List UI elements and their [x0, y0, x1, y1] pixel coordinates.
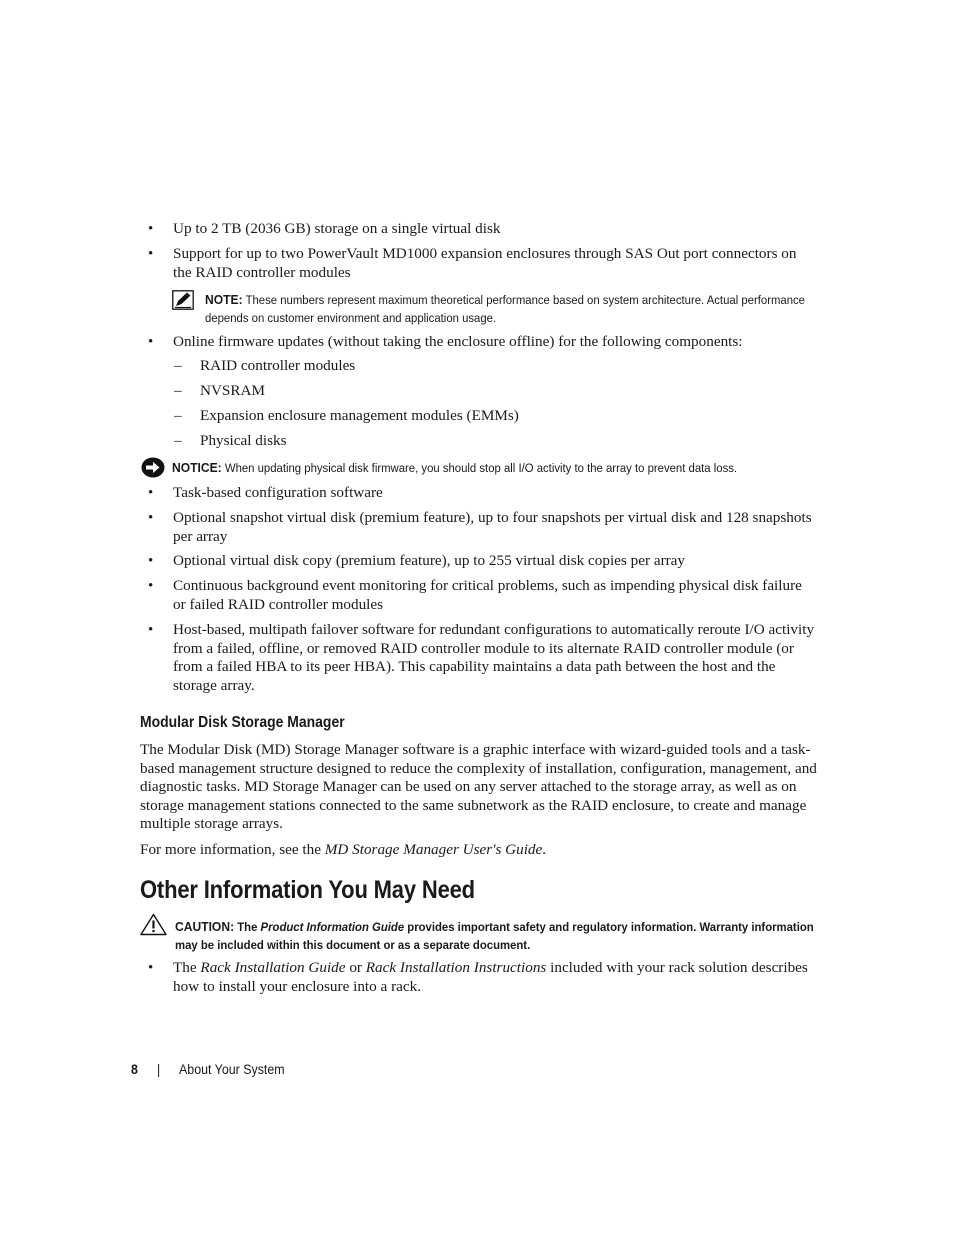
caution-label: CAUTION: [175, 919, 235, 934]
bullet-marker: • [148, 553, 154, 569]
more-info-suffix: . [542, 841, 547, 858]
caution-text-before: The [237, 920, 261, 934]
caution-triangle-icon [140, 913, 167, 936]
chapter-heading: Other Information You May Need [140, 876, 475, 904]
caution-text-after: provides important safety and regulatory information. Warranty information may be included within this document or as a separate document. [175, 920, 814, 952]
list-item: Support for up to two PowerVault MD1000 expansion enclosures through SAS Out port connectors on the RAID controller modules [173, 245, 797, 281]
bullet-marker: • [148, 578, 154, 594]
rack-guide-title: Rack Installation Guide [200, 959, 346, 976]
guide-title: MD Storage Manager User's Guide [324, 841, 543, 858]
footer-section: About Your System [179, 1062, 285, 1077]
bullet-marker: • [148, 246, 154, 262]
caution-block [175, 918, 817, 954]
note-block [205, 291, 814, 327]
notice-text: When updating physical disk firmware, you should stop all I/O activity to the array to prevent data loss. [224, 461, 738, 475]
rack-prefix: The [173, 959, 201, 976]
dash-marker: – [174, 432, 182, 449]
section-heading: Modular Disk Storage Manager [140, 714, 345, 731]
rack-mid: or [345, 959, 366, 976]
note-icon-wrap [172, 290, 194, 315]
list-item: Continuous background event monitoring for critical problems, such as impending physical disk failure or failed RAID controller modules [173, 577, 802, 613]
note-pencil-icon [172, 290, 194, 310]
list-item: Host-based, multipath failover software for redundant configurations to automatically reroute I/O activity from a failed, offline, or removed RAID controller module to its alternate RAID controller module (or from a failed HBA to its peer HBA). This capability maintains a data path between the host and the storage array. [173, 621, 815, 694]
bullet-marker: • [148, 622, 154, 638]
note-label: NOTE: [205, 292, 243, 307]
list-item: Online firmware updates (without taking the enclosure offline) for the following components: [173, 333, 743, 350]
notice-icon-wrap [141, 457, 165, 483]
dash-marker: – [174, 382, 182, 399]
bullet-marker: • [148, 334, 154, 350]
rack-instructions-title: Rack Installation Instructions [365, 959, 547, 976]
note-text: These numbers represent maximum theoretical performance based on system architecture. Actual performance depends on customer environment and application usage. [205, 293, 805, 325]
list-item: Optional virtual disk copy (premium feature), up to 255 virtual disk copies per array [173, 552, 686, 569]
list-item: Optional snapshot virtual disk (premium feature), up to four snapshots per virtual disk and 128 snapshots per array [173, 509, 812, 545]
sub-list-item: RAID controller modules [200, 357, 356, 374]
more-info-paragraph [140, 841, 818, 860]
sub-list-item: NVSRAM [200, 382, 265, 399]
caution-icon-wrap [140, 913, 167, 941]
bullet-marker: • [148, 485, 154, 501]
list-item [173, 959, 818, 996]
bullet-marker: • [148, 510, 154, 526]
rack-suffix: included with your rack solution describes how to install your enclosure into a rack. [173, 959, 808, 995]
more-info-prefix: For more information, see the [140, 841, 325, 858]
notice-block [172, 459, 823, 478]
caution-guide-title: Product Information Guide [260, 920, 405, 934]
list-item: Up to 2 TB (2036 GB) storage on a single virtual disk [173, 220, 501, 237]
dash-marker: – [174, 407, 182, 424]
section-paragraph: The Modular Disk (MD) Storage Manager software is a graphic interface with wizard-guided tools and a task-based management structure designed to reduce the complexity of installation, configuration, management, and diagnostic tasks. MD Storage Manager can be used on any server attached to the storage array, as well as on storage management stations connected to the same subnetwork as the RAID enclosure, to create and manage multiple storage arrays. [140, 741, 817, 833]
page-number: 8 [131, 1062, 138, 1077]
bullet-marker: • [148, 960, 154, 976]
notice-arrow-icon [141, 457, 165, 478]
sub-list-item: Physical disks [200, 432, 287, 449]
notice-label: NOTICE: [172, 460, 222, 475]
dash-marker: – [174, 357, 182, 374]
footer-separator: | [157, 1062, 161, 1077]
list-item: Task-based configuration software [173, 484, 383, 501]
sub-list-item: Expansion enclosure management modules (EMMs) [200, 407, 519, 424]
bullet-marker: • [148, 221, 154, 237]
